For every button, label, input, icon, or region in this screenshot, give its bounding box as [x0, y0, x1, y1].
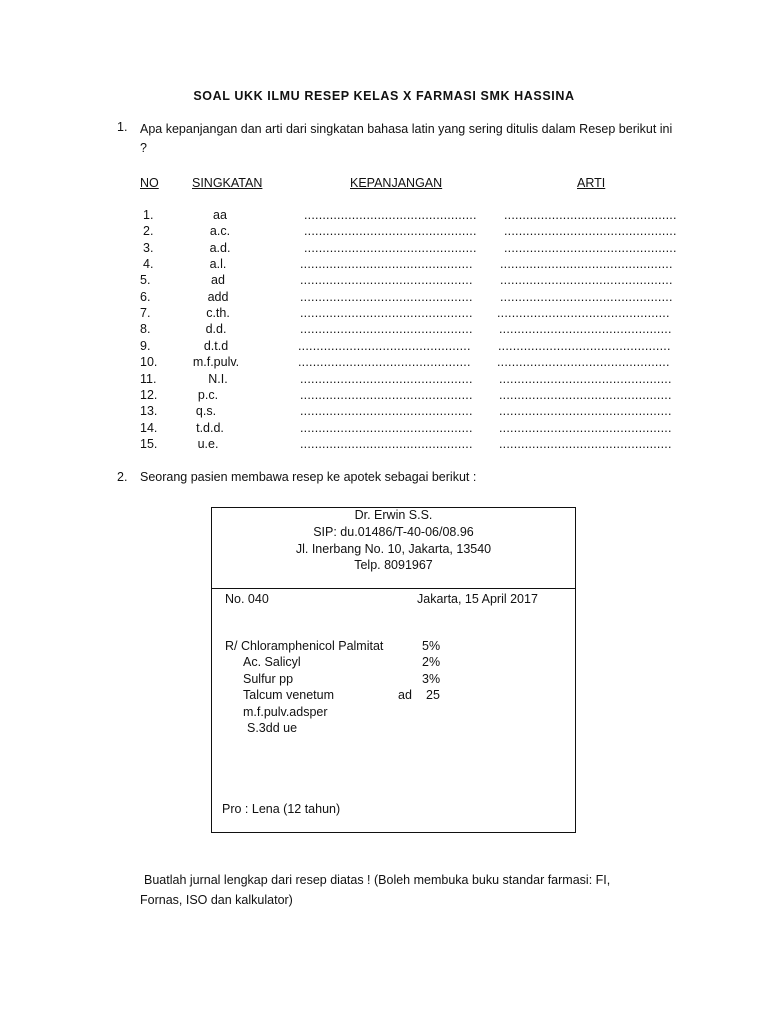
row-number: 10.	[140, 355, 158, 370]
row-abbreviation: aa	[213, 208, 227, 222]
row-meaning-blank: ...............................................	[499, 371, 672, 386]
table-row	[0, 257, 768, 273]
row-meaning-blank: ...............................................	[498, 338, 671, 353]
table-row	[0, 208, 768, 224]
prescription-number: No. 040	[225, 592, 269, 606]
row-abbreviation: d.t.d	[203, 338, 229, 353]
row-abbreviation: u.e.	[197, 436, 219, 451]
table-row	[0, 224, 768, 240]
row-long-form-blank: ...............................................	[304, 224, 477, 239]
row-long-form-blank: ...............................................	[298, 355, 471, 370]
row-number: 6.	[140, 289, 151, 304]
prescription-doctor: Dr. Erwin S.S.	[354, 508, 433, 522]
row-long-form-blank: ...............................................	[300, 371, 473, 386]
row-meaning-blank: ...............................................	[499, 387, 672, 402]
row-meaning-blank: ...............................................	[500, 289, 673, 304]
row-number: 2.	[143, 224, 154, 239]
table-row	[0, 421, 768, 437]
row-abbreviation: t.d.d.	[196, 420, 224, 435]
row-number: 5.	[140, 273, 151, 288]
row-abbreviation: N.I.	[208, 371, 228, 386]
row-long-form-blank: ...............................................	[300, 322, 473, 337]
row-abbreviation: a.d.	[209, 240, 231, 255]
table-row	[0, 372, 768, 388]
row-meaning-blank: ...............................................	[499, 404, 672, 419]
row-number: 1.	[143, 208, 154, 222]
prescription-address: Jl. Inerbang No. 10, Jakarta, 13540	[295, 542, 492, 556]
prescription-box	[211, 507, 576, 833]
header-abbr: SINGKATAN	[192, 176, 263, 190]
row-long-form-blank: ...............................................	[304, 208, 477, 222]
row-long-form-blank: ...............................................	[298, 338, 471, 353]
row-number: 8.	[140, 322, 151, 337]
row-number: 11.	[140, 371, 157, 386]
prescription-phone: Telp. 8091967	[354, 558, 433, 572]
question1-number: 1.	[117, 120, 128, 134]
row-long-form-blank: ...............................................	[300, 404, 473, 419]
row-number: 15.	[140, 436, 158, 451]
row-long-form-blank: ...............................................	[300, 306, 473, 321]
rx-item-ad: ad	[398, 688, 412, 702]
table-row	[0, 355, 768, 371]
header-meaning: ARTI	[577, 176, 606, 190]
prescription-divider	[212, 588, 575, 589]
rx-item-name: Sulfur pp	[243, 672, 294, 686]
question2-number: 2.	[117, 470, 128, 484]
row-long-form-blank: ...............................................	[300, 436, 473, 451]
table-row	[0, 404, 768, 420]
row-number: 12.	[140, 387, 158, 402]
row-long-form-blank: ...............................................	[300, 387, 473, 402]
row-meaning-blank: ...............................................	[504, 224, 677, 239]
row-meaning-blank: ...............................................	[499, 420, 672, 435]
row-number: 9.	[140, 338, 151, 353]
row-long-form-blank: ...............................................	[304, 240, 477, 255]
row-meaning-blank: ...............................................	[500, 273, 673, 288]
table-row	[0, 290, 768, 306]
row-meaning-blank: ...............................................	[499, 436, 672, 451]
row-number: 7.	[140, 306, 151, 321]
rx-signa: S.3dd ue	[247, 721, 298, 735]
row-abbreviation: p.c.	[197, 387, 219, 402]
prescription-sip: SIP: du.01486/T-40-06/08.96	[313, 525, 474, 539]
row-number: 4.	[143, 257, 154, 272]
rx-item-name: Talcum venetum	[243, 688, 335, 702]
row-abbreviation: add	[207, 289, 229, 304]
table-row	[0, 306, 768, 322]
header-long: KEPANJANGAN	[350, 176, 443, 190]
row-meaning-blank: ...............................................	[504, 240, 677, 255]
row-meaning-blank: ...............................................	[500, 257, 673, 272]
row-long-form-blank: ...............................................	[300, 273, 473, 288]
rx-item-qty: 2%	[422, 655, 441, 669]
rx-item-name: Ac. Salicyl	[243, 655, 301, 669]
table-row	[0, 437, 768, 453]
table-row	[0, 388, 768, 404]
row-number: 13.	[140, 404, 158, 419]
row-number: 14.	[140, 420, 158, 435]
row-meaning-blank: ...............................................	[504, 208, 677, 222]
rx-item-qty: 5%	[422, 639, 441, 653]
rx-item-name: R/ Chloramphenicol Palmitat	[225, 639, 384, 653]
row-long-form-blank: ...............................................	[300, 289, 473, 304]
row-abbreviation: a.l.	[209, 257, 227, 272]
table-row	[0, 273, 768, 289]
row-abbreviation: m.f.pulv.	[192, 355, 240, 370]
row-number: 3.	[143, 240, 154, 255]
row-meaning-blank: ...............................................	[499, 322, 672, 337]
instruction-line1: Buatlah jurnal lengkap dari resep diatas ! (Boleh membuka buku standar farmasi: FI,	[144, 873, 611, 887]
row-long-form-blank: ...............................................	[300, 257, 473, 272]
rx-item-qty: 3%	[422, 672, 441, 686]
page-title: SOAL UKK ILMU RESEP KELAS X FARMASI SMK HASSINA	[193, 89, 575, 103]
header-no: NO	[140, 176, 159, 190]
table-row	[0, 241, 768, 257]
row-long-form-blank: ...............................................	[300, 420, 473, 435]
row-abbreviation: d.d.	[205, 322, 227, 337]
question2-text: Seorang pasien membawa resep ke apotek sebagai berikut :	[140, 470, 477, 484]
rx-patient: Pro : Lena (12 tahun)	[222, 802, 341, 816]
table-row	[0, 339, 768, 355]
rx-item-qty: 25	[426, 688, 440, 702]
row-abbreviation: a.c.	[209, 224, 231, 239]
rx-compounding-instruction: m.f.pulv.adsper	[243, 705, 328, 719]
row-meaning-blank: ...............................................	[497, 306, 670, 321]
row-meaning-blank: ...............................................	[497, 355, 670, 370]
instruction-line2: Fornas, ISO dan kalkulator)	[140, 893, 293, 907]
prescription-place-date: Jakarta, 15 April 2017	[417, 592, 538, 606]
question1-text: Apa kepanjangan dan arti dari singkatan bahasa latin yang sering ditulis dalam Resep berikut ini ?	[140, 122, 673, 155]
row-abbreviation: ad	[211, 273, 225, 288]
row-abbreviation: c.th.	[206, 306, 230, 321]
row-abbreviation: q.s.	[195, 404, 217, 419]
table-row	[0, 322, 768, 338]
